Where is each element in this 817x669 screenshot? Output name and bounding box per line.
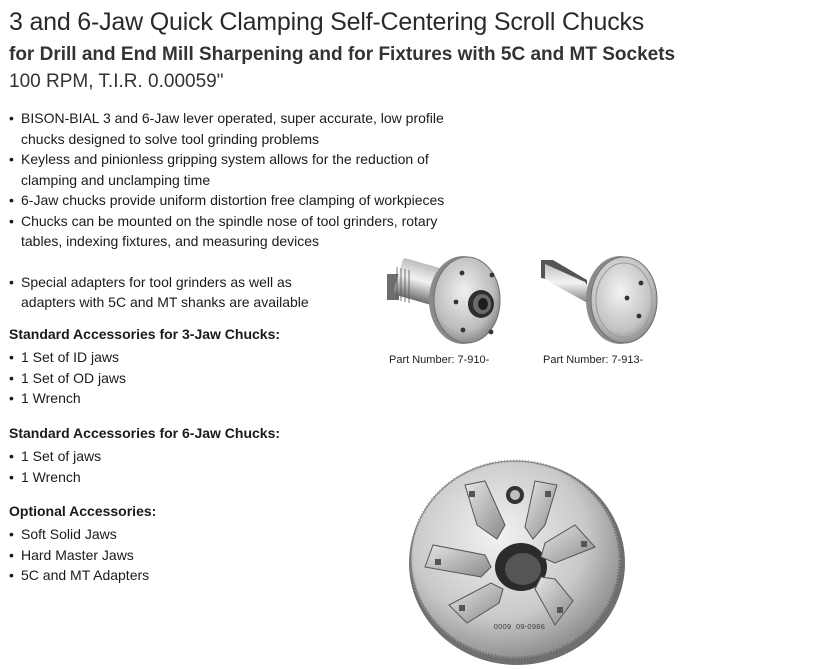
feature-item: • BISON-BIAL 3 and 6-Jaw lever operated, super accurate, low profile chucks designed to solve tool grinding problems <box>9 108 479 149</box>
std3-list <box>9 347 126 409</box>
std3-heading: Standard Accessories for 3-Jaw Chucks: <box>9 326 281 342</box>
list-item: • 1 Set of ID jaws <box>9 347 126 368</box>
page-title: 3 and 6-Jaw Quick Clamping Self-Centering Scroll Chucks <box>9 8 645 36</box>
list-item: • 1 Set of jaws <box>9 446 101 467</box>
feature-item: • Keyless and pinionless gripping system allows for the reduction of clamping and unclamping time <box>9 149 479 190</box>
std6-heading: Standard Accessories for 6-Jaw Chucks: <box>9 425 281 441</box>
page-subtitle: for Drill and End Mill Sharpening and for Fixtures with 5C and MT Sockets <box>9 44 676 65</box>
adapter-5c-image <box>383 250 508 350</box>
adapter-mt-caption: Part Number: 7-913- <box>543 354 644 366</box>
feature-item: • 6-Jaw chucks provide uniform distortion free clamping of workpieces <box>9 190 479 211</box>
std6-list <box>9 446 101 487</box>
list-item: • 1 Wrench <box>9 388 126 409</box>
chuck-engraving: 9860-60 6000 <box>493 622 545 630</box>
list-item: • 1 Wrench <box>9 467 101 488</box>
adapter-mt-image <box>535 250 660 350</box>
list-item: • Soft Solid Jaws <box>9 524 149 545</box>
feature-item: • Chucks can be mounted on the spindle nose of tool grinders, rotary tables, indexing fixtures, and measuring devices <box>9 211 479 252</box>
list-item: • 5C and MT Adapters <box>9 565 149 586</box>
list-item: • 1 Set of OD jaws <box>9 368 126 389</box>
feature-item: • Special adapters for tool grinders as well as adapters with 5C and MT shanks are available <box>9 272 321 313</box>
six-jaw-chuck-image <box>405 455 625 665</box>
optional-list <box>9 524 149 586</box>
optional-heading: Optional Accessories: <box>9 503 157 519</box>
list-item: • Hard Master Jaws <box>9 545 149 566</box>
adapter-5c-caption: Part Number: 7-910- <box>389 354 490 366</box>
spec-line: 100 RPM, T.I.R. 0.00059" <box>9 71 224 92</box>
